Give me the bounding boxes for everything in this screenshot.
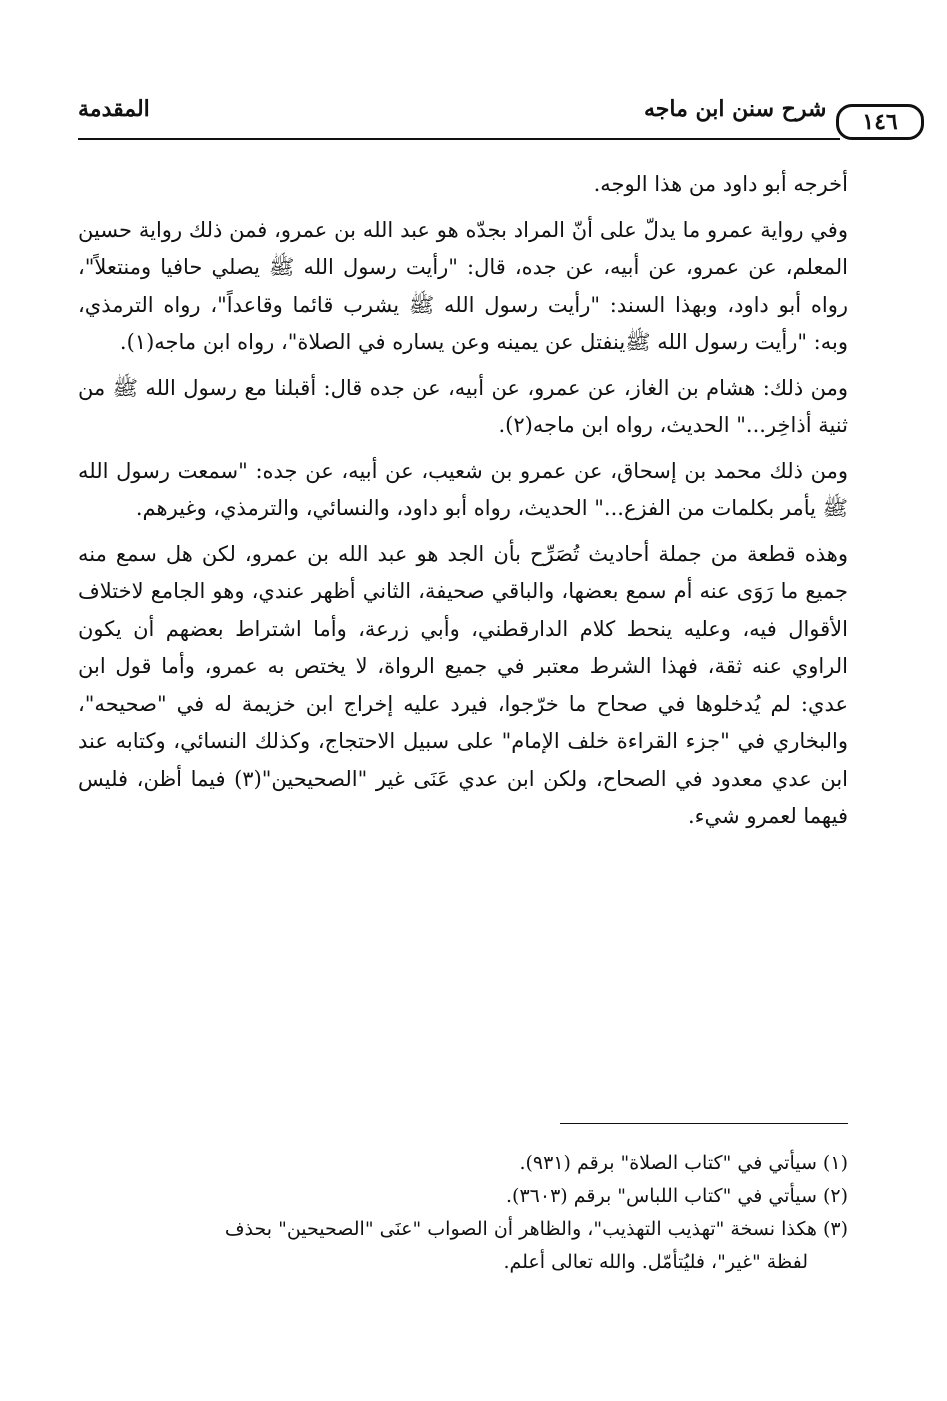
page-number: ١٤٦ (862, 109, 898, 135)
paragraph: وهذه قطعة من جملة أحاديث تُصَرِّح بأن الجد هو عبد الله بن عمرو، لكن هل سمع منه جميع ما رَوَى عنه أم سمع بعضها، والباقي صحيفة، الثاني أظهر عندي، وهو الجامع لاختلاف الأقوال فيه، وعليه ينحط كلام الدارقطني، وأبي زرعة، وأما اشتراط بعضهم أن يكون الراوي عنه ثقة، فهذا الشرط معتبر في جميع الرواة، لا يختص به عمرو، وأما قول ابن عدي: لم يُدخلوها في صحاح ما خرّجوا، فيرد عليه إخراج ابن خزيمة له في "صحيحه"، والبخاري في "جزء القراءة خلف الإمام" على سبيل الاحتجاج، وكذلك النسائي، وكتابه عند ابن عدي معدود في الصحاح، ولكن ابن عدي عَنَى غير "الصحيحين"(٣) فيما أظن، فليس فيهما لعمرو شيء. (78, 541, 849, 828)
paragraph: ومن ذلك: هشام بن الغاز، عن عمرو، عن أبيه، عن جده قال: أقبلنا مع رسول الله ﷺ من ثنية أذاخِر..." الحديث، رواه ابن ماجه(٢). (78, 375, 848, 437)
paragraph: ومن ذلك محمد بن إسحاق، عن عمرو بن شعيب، عن أبيه، عن جده: "سمعت رسول الله ﷺ يأمر بكلمات من الفزع..." الحديث، رواه أبو داود، والنسائي، والترمذي، وغيرهم. (78, 458, 849, 520)
page-header (78, 92, 898, 140)
header-rule (78, 138, 840, 140)
footnote: (١) سيأتي في "كتاب الصلاة" برقم (٩٣١). (519, 1152, 848, 1174)
page-number-box (836, 104, 924, 140)
book-title: شرح سنن ابن ماجه (644, 96, 827, 122)
footnote-separator (560, 1123, 848, 1124)
main-text (78, 166, 848, 844)
section-title: المقدمة (78, 96, 150, 122)
footnotes (78, 1148, 848, 1280)
paragraph: أخرجه أبو داود من هذا الوجه. (593, 172, 848, 196)
footnote: (٢) سيأتي في "كتاب اللباس" برقم (٣٦٠٣). (506, 1185, 848, 1207)
paragraph: وفي رواية عمرو ما يدلّ على أنّ المراد بجدّه هو عبد الله بن عمرو، فمن ذلك رواية حسين المعلم، عن عمرو، عن أبيه، عن جده، قال: "رأيت رسول الله ﷺ يصلي حافيا ومنتعلاً"، رواه أبو داود، وبهذا السند: "رأيت رسول الله ﷺ يشرب قائما وقاعداً"، رواه الترمذي، وبه: "رأيت رسول الله ﷺينفتل عن يمينه وعن يساره في الصلاة"، رواه ابن ماجه(١). (78, 217, 848, 354)
footnote-continuation: لفظة "غير"، فليُتأمّل. والله تعالى أعلم. (503, 1251, 808, 1273)
footnote: (٣) هكذا نسخة "تهذيب التهذيب"، والظاهر أن الصواب "عنَى "الصحيحين" بحذف (224, 1218, 848, 1240)
